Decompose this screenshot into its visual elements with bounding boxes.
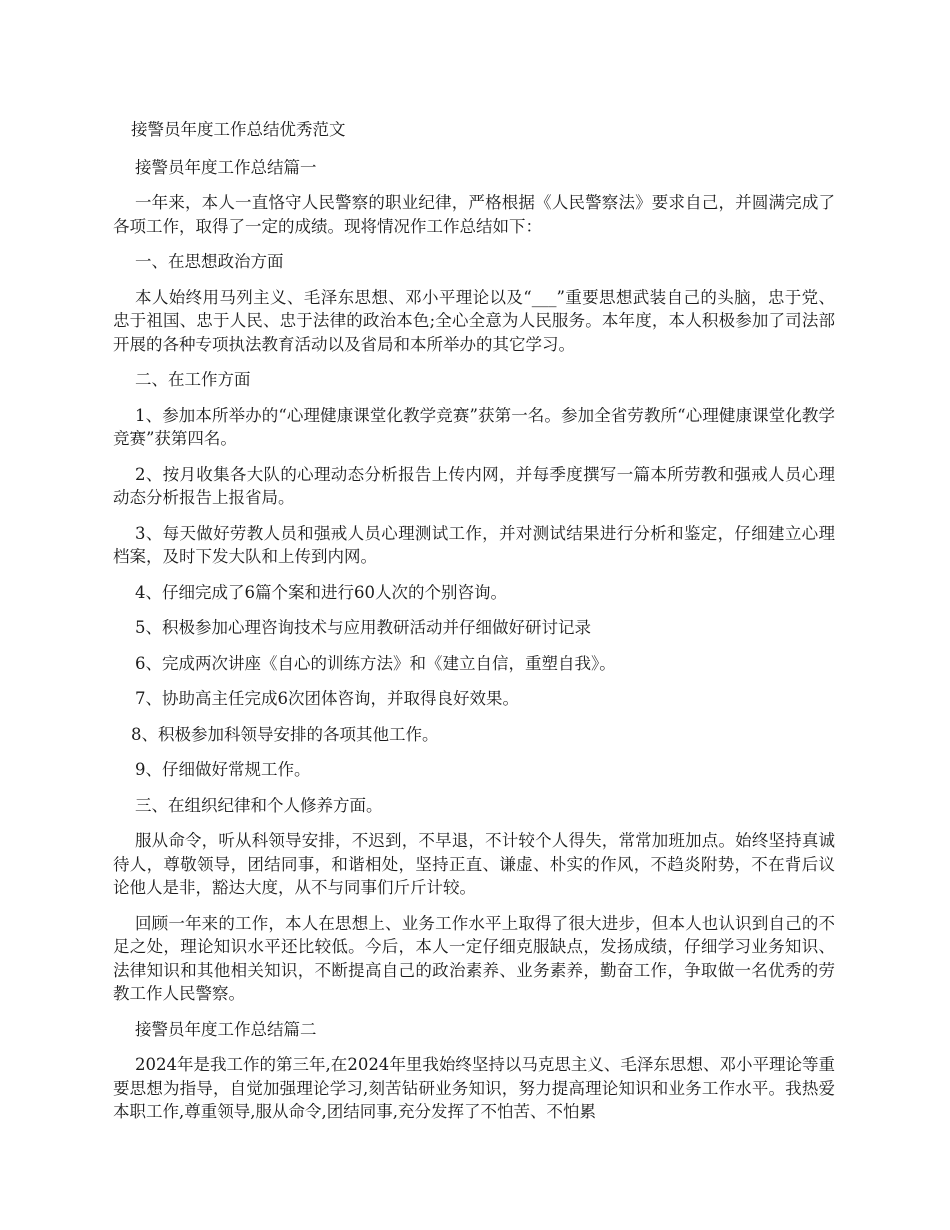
list-item: 9、仔细做好常规工作。	[135, 760, 311, 779]
body-paragraph: 一年来，本人一直恪守人民警察的职业纪律，严格根据《人民警察法》要求自己，并圆满完成了各项工作，取得了一定的成绩。现将情况作工作总结如下：	[113, 193, 835, 236]
body-paragraph: 服从命令，听从科领导安排，不迟到，不早退，不计较个人得失，常常加班加点。始终坚持真诚待人，尊敬领导，团结同事，和谐相处，坚持正直、谦虚、朴实的作风，不趋炎附势，不在背后议论他人是非，豁达大度，从不与同事们斤斤计较。	[113, 831, 835, 897]
body-paragraph: 本人始终用马列主义、毛泽东思想、邓小平理论以及“___”重要思想武装自己的头脑，忠于党、忠于祖国、忠于人民、忠于法律的政治本色;全心全意为人民服务。本年度，本人积极参加了司法部开展的各种专项执法教育活动以及省局和本所举办的其它学习。	[113, 287, 835, 354]
list-item: 6、完成两次讲座《自心的训练方法》和《建立自信，重塑自我》。	[135, 653, 616, 673]
section-heading-part-two: 接警员年度工作总结篇二	[135, 1019, 317, 1039]
list-item: 4、仔细完成了6篇个案和进行60人次的个别咨询。	[135, 582, 507, 602]
section-heading: 一、在思想政治方面	[135, 252, 284, 271]
body-paragraph: 2024年是我工作的第三年,在2024年里我始终坚持以马克思主义、毛泽东思想、邓小平理论等重要思想为指导，自觉加强理论学习,刻苦钻研业务知识，努力提高理论知识和业务工作水平。我热爱本职工作,尊重领导,服从命令,团结同事,充分发挥了不怕苦、不怕累	[113, 1055, 835, 1121]
section-heading-part-one: 接警员年度工作总结篇一	[135, 157, 317, 177]
list-item: 2、按月收集各大队的心理动态分析报告上传内网，并每季度撰写一篇本所劳教和强戒人员心理动态分析报告上报省局。	[113, 464, 835, 507]
list-item: 8、积极参加科领导安排的各项其他工作。	[131, 724, 439, 744]
list-item: 1、参加本所举办的“心理健康课堂化教学竞赛”获第一名。参加全省劳教所“心理健康课堂化教学竞赛”获第四名。	[113, 405, 835, 448]
list-item: 5、积极参加心理咨询技术与应用教研活动并仔细做好研讨记录	[135, 618, 591, 637]
section-heading: 二、在工作方面	[135, 370, 251, 389]
list-item: 3、每天做好劳教人员和强戒人员心理测试工作，并对测试结果进行分析和鉴定，仔细建立心理档案，及时下发大队和上传到内网。	[113, 523, 835, 566]
document-page	[113, 118, 835, 1136]
document-title: 接警员年度工作总结优秀范文	[131, 120, 346, 139]
body-paragraph: 回顾一年来的工作，本人在思想上、业务工作水平上取得了很大进步，但本人也认识到自己的不足之处，理论知识水平还比较低。今后，本人一定仔细克服缺点，发扬成绩，仔细学习业务知识、法律知识和其他相关知识，不断提高自己的政治素养、业务素养，勤奋工作，争取做一名优秀的劳教工作人民警察。	[113, 913, 835, 1003]
section-heading: 三、在组织纪律和个人修养方面。	[135, 795, 383, 815]
list-item: 7、协助高主任完成6次团体咨询，并取得良好效果。	[135, 689, 519, 708]
